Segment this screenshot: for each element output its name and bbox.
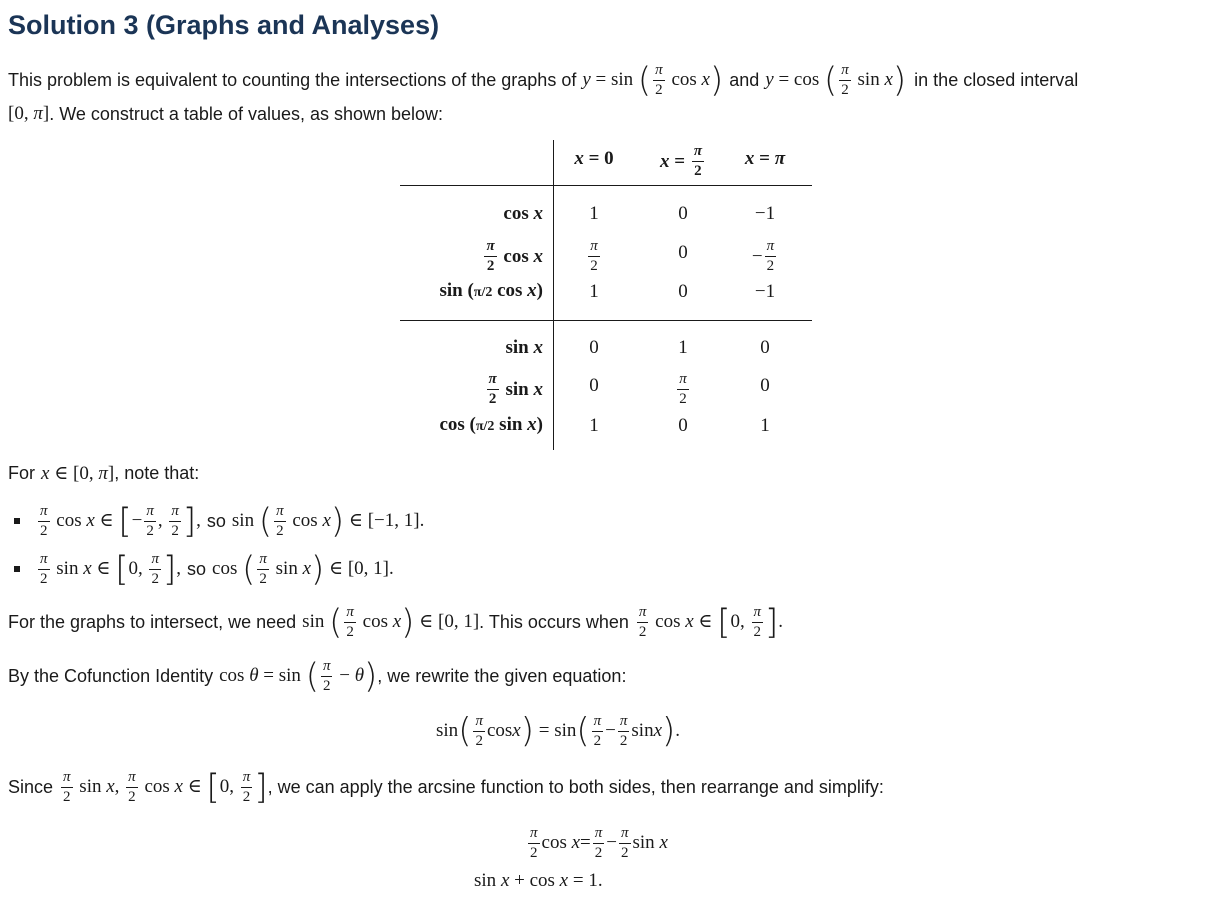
for-x-text-2: , note that:	[114, 463, 200, 483]
intro-line-2	[8, 103, 443, 125]
cell-cos-pi2sin-pi: 1	[760, 415, 770, 436]
header-x0: x = 0	[574, 148, 614, 169]
intro-text-4: . We construct a table of values, as shown below:	[49, 103, 444, 124]
cell-pi2cos-pi2: 0	[678, 242, 688, 263]
cell-pi2sin-0: 0	[589, 375, 599, 396]
cell-sin-pi2cos-0: 1	[589, 281, 599, 302]
cell-cos-pi2sin-0: 1	[589, 415, 599, 436]
values-table	[400, 140, 812, 450]
table-vertical-divider	[553, 140, 554, 450]
math-bullet-2-b: cos ( $\frac{\pi}{2}$ sin x) ∈ [0, 1].	[212, 549, 394, 589]
cofunction-text-1: By the Cofunction Identity	[8, 665, 214, 686]
cell-sin-pi2cos-pi2: 0	[678, 281, 688, 302]
for-x-text-1: For	[8, 463, 35, 483]
since-line	[8, 763, 884, 811]
bullet-2-so: so	[187, 558, 207, 579]
cell-pi2sin-pi: 0	[760, 375, 770, 396]
math-bullet-1-a: $\frac{\pi}{2}$ cos x ∈ [− $\frac{\pi}{2}$ , $\frac{\pi}{2}$ ],	[40, 501, 201, 541]
cell-sin-pi2: 1	[678, 337, 688, 358]
equation-rewritten: sin ( $\frac{\pi}{2}$ cos x ) = sin ( $\frac{\pi}{2}$ − $\frac{\pi}{2}$ sin x ) .	[436, 711, 681, 751]
table-header-divider	[400, 185, 812, 186]
row-label-sin-pi2-cos-x: sin (π/2 cos x)	[439, 280, 543, 301]
math-intersect-b: $\frac{\pi}{2}$ cos x ∈ [0, $\frac{\pi}{2}$ ].	[638, 602, 784, 642]
bullet-1-so: so	[206, 510, 226, 531]
since-text-1: Since	[8, 776, 54, 797]
intro-text-2: and	[729, 69, 760, 90]
math-intersect-a: sin ( $\frac{\pi}{2}$ cos x) ∈ [0, 1]	[302, 602, 480, 642]
math-bullet-2-a: $\frac{\pi}{2}$ sin x ∈ [0, $\frac{\pi}{2}$ ],	[40, 549, 182, 589]
table-group-divider	[400, 320, 812, 321]
cofunction-line	[8, 652, 626, 700]
math-x-in-interval: x ∈ [0, π]	[41, 463, 115, 484]
intro-text-1: This problem is equivalent to counting the intersections of the graphs of	[8, 69, 577, 90]
cell-cos-0: 1	[589, 203, 599, 224]
since-text-2: , we can apply the arcsine function to both sides, then rearrange and simplify:	[267, 776, 884, 797]
bullet-2	[14, 546, 394, 592]
intersect-line	[8, 598, 783, 646]
row-label-cos-x: cos x	[503, 203, 543, 224]
cell-sin-pi2cos-pi: −1	[754, 281, 776, 302]
bullet-1	[14, 498, 424, 544]
equation-arcsine: $\frac{\pi}{2}$ cos x = $\frac{\pi}{2}$ − $\frac{\pi}{2}$ sin x	[530, 824, 668, 861]
math-interval: [0, π]	[8, 103, 50, 124]
header-xpi2: x = $\frac{\pi}{2}$	[659, 143, 703, 179]
math-y-cos: y = cos ( $\frac{\pi}{2}$ sin x)	[765, 60, 907, 100]
cell-pi2cos-pi: − $\frac{\pi}{2}$	[751, 238, 775, 274]
cofunction-text-2: , we rewrite the given equation:	[377, 665, 627, 686]
row-label-pi2-cos-x: $\frac{\pi}{2}$ cos x	[486, 238, 543, 274]
math-y-sin: y = sin ( $\frac{\pi}{2}$ cos x)	[582, 60, 724, 100]
intersect-text-1: For the graphs to intersect, we need	[8, 611, 297, 632]
cell-cos-pi: −1	[754, 203, 776, 224]
intro-line-1	[8, 58, 1078, 102]
intersect-text-2: . This occurs when	[479, 611, 629, 632]
cell-pi2sin-pi2: $\frac{\pi}{2}$	[679, 371, 687, 407]
cell-pi2cos-0: $\frac{\pi}{2}$	[590, 238, 598, 274]
bullet-marker-2	[14, 566, 20, 572]
row-label-pi2-sin-x: $\frac{\pi}{2}$ sin x	[488, 371, 543, 407]
header-xpi: x = π	[744, 148, 786, 169]
math-since: $\frac{\pi}{2}$ sin x, $\frac{\pi}{2}$ cos x ∈ [0, $\frac{\pi}{2}$ ]	[63, 767, 268, 807]
math-cofunction: cos θ = sin ( $\frac{\pi}{2}$ − θ)	[219, 656, 378, 696]
equation-final: sin x + cos x = 1.	[474, 870, 603, 891]
row-label-sin-x: sin x	[505, 337, 543, 358]
cell-sin-0: 0	[589, 337, 599, 358]
cell-cos-pi2: 0	[678, 203, 688, 224]
cell-sin-pi: 0	[760, 337, 770, 358]
page-title: Solution 3 (Graphs and Analyses)	[8, 10, 440, 40]
intro-text-3: in the closed interval	[914, 69, 1079, 90]
math-bullet-1-b: sin ( $\frac{\pi}{2}$ cos x) ∈ [−1, 1].	[231, 501, 425, 541]
cell-cos-pi2sin-pi2: 0	[678, 415, 688, 436]
bullet-marker-1	[14, 518, 20, 524]
for-x-line	[8, 462, 199, 485]
row-label-cos-pi2-sin-x: cos (π/2 sin x)	[439, 414, 543, 435]
